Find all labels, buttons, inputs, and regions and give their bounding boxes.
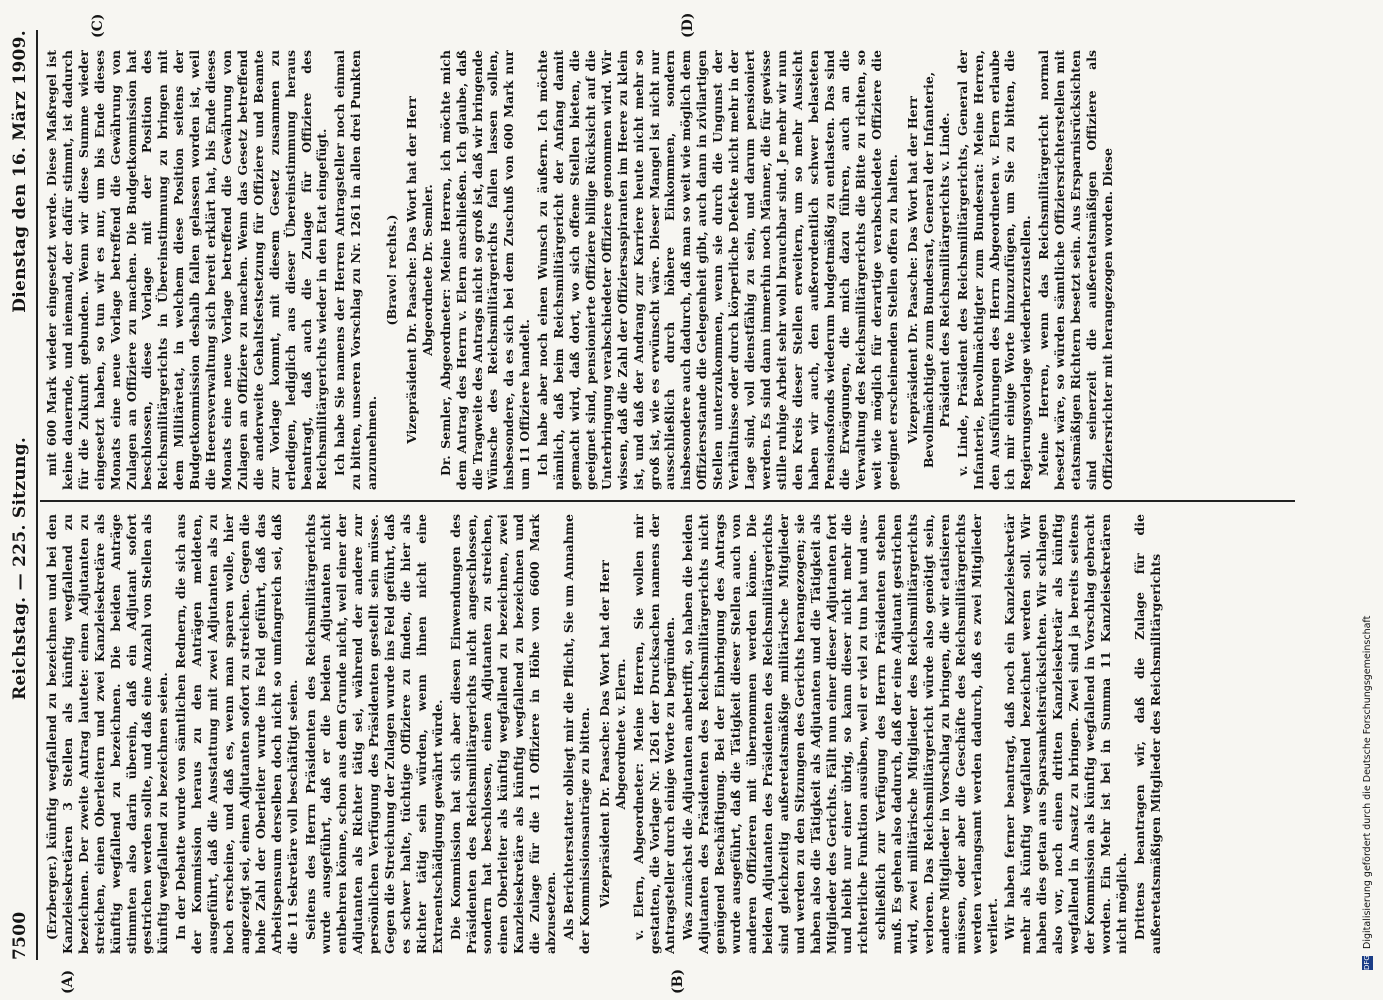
column-divider <box>40 500 1295 502</box>
paragraph: Wir haben ferner beantragt, daß noch ein Kanzleisekretär mehr als künftig wegfallend bezeichnet werden soll. Wir haben dies getan aus Sparsamkeitsrücksichten. Wir schlagen also vor, noch einen dritten Kanzleisekretär als künftig wegfallend in Ansatz zu bringen. Zwei sind ja bereits seitens der Kommission als künftig wegfallend in Vorschlag gebracht worden. Ein Mehr ist bei in Summa 11 Kanzleisekretären nicht möglich. <box>1002 514 1129 954</box>
speaker-intro: Vizepräsident Dr. Paasche: Das Wort hat der Herr Abgeordnete v. Elern. <box>596 560 628 908</box>
header-rule <box>36 30 38 960</box>
paragraph: v. Elern, Abgeordneter: Meine Herren, Sie wollen mir gestatten, die Vorlage Nr. 1261 der Drucksachen namens der Antragsteller durch einige Worte zu begründen. <box>630 514 678 954</box>
session-title: Reichstag. — 225. Sitzung. <box>10 436 30 700</box>
paragraph: In der Debatte wurde von sämtlichen Rednern, die sich aus der Kommission heraus zu den Anträgen meldeten, ausgeführt, daß die Ausstattung mit zwei Adjutanten als zu hoch erscheine, und daß es, wenn man sparen wolle, hier angezeigt sei, einen Adjutanten sofort zu streichen. Gegen die hohe Zahl der Oberleiter wurde ins Feld geführt, daß das Arbeitspensum derselben doch nicht so umfangreich sei, daß die 11 Sekretäre voll beschäftigt seien. <box>173 514 300 954</box>
paragraph: Ich habe Sie namens der Herren Antragsteller noch einmal zu bitten, unseren Vorschlag zu Nr. 1261 in allen drei Punkten anzunehmen. <box>332 50 380 490</box>
paragraph: Die Kommission hat sich aber diesen Einwendungen des Präsidenten des Reichsmilitärgerichts nicht angeschlossen, sondern hat beschlossen, einen Adjutanten zu streichen, einen Oberleiter als künftig wegfallend zu bezeichnen, zwei Kanzleisekretäre als künftig wegfallend zu bezeichnen und die Zulage für die 11 Offiziere in Höhe von 6600 Mark abzusetzen. <box>447 514 559 954</box>
session-date: Dienstag den 16. März 1909. <box>10 30 30 313</box>
paragraph: (Erzberger.) künftig wegfallend zu bezeichnen und bei den Kanzleisekretären 3 Stellen als künftig wegfallend zu bezeichnen. Der zweite Antrag lautete: einen Adjutanten zu streichen, einen Oberleitern und zwei Kanzleisekretäre als künftig wegfallend zu bezeichnen. Die beiden Anträge stimmten also darin überein, daß ein Adjutant sofort gestrichen werden sollte, und daß eine Anzahl von Stellen als künftig wegfallend zu bezeichnen seien. <box>44 514 171 954</box>
right-column <box>44 50 1299 490</box>
paragraph: Drittens beantragen wir, daß die Zulage für die außeretatsmäßigen Mitglieder des Reichsmilitärgerichts <box>1131 514 1163 954</box>
paragraph: schließlich zur Verfügung des Herrn Präsidenten stehen muß. Es gehen also dadurch, daß der eine Adjutant gestrichen wird, zwei militärische Mitglieder des Reichsmilitärgerichts verloren. Das Reichsmilitärgericht würde also genötigt sein, andere Mitglieder in Vorschlag zu bringen, die wir etatisieren müssen, oder aber die Geschäfte des Reichsmilitärgerichts werden verlangsamt werden dadurch, daß es zwei Mitglieder verliert. <box>873 514 1000 954</box>
applause-note: (Bravo! rechts.) <box>384 214 400 326</box>
speaker-intro: Vizepräsident Dr. Paasche: Das Wort hat der Herr Bevollmächtigte zum Bundesrat, General der Infanterie, Präsident des Reichsmilitärgerichts v. Linde. <box>905 71 952 469</box>
paragraph: v. Linde, Präsident des Reichsmilitärgerichts, General der Infanterie, Bevollmächtigter zum Bundesrat: Meine Herren, den Ausführungen des Herrn Abgeordneten v. Elern erlaube ich mir einige Worte hinzuzufügen, um Sie zu bitten, die Regierungsvorlage wiederherzustellen. <box>954 50 1034 490</box>
paragraph: Ich habe aber noch einen Wunsch zu äußern. Ich möchte nämlich, daß beim Reichsmilitärgericht der Anfang damit gemacht wird, daß dort, wo sich offene Stellen bieten, die geeignet sind, pensionierte Offiziere billige Rücksicht auf die Unterbringung verabschiedeter Offiziere genommen wird. Wir wissen, daß die Zahl der Offiziersaspiranten im Heere zu klein ist, und daß der Andrang zur Karriere heute nicht mehr so groß ist, wie es erwünscht wäre. Dieser Mangel ist nicht nur ausschließlich durch höhere Einkommen, sondern insbesondere auch dadurch, daß man so weit wie möglich dem Offiziersstande die Gelegenheit gibt, auch dann in zivilartigen Stellen unterzukommen, wenn sie durch die Ungunst der Verhältnisse oder durch körperliche Defekte nicht mehr in der Lage sind, voll dienstfähig zu sein, und darum pensioniert werden. Es sind dann immerhin noch Männer, die für gewisse stille ruhige Arbeit sehr wohl brauchbar sind. Je mehr wir nun den Kreis dieser Stellen erweitern, um so mehr Aussicht haben wir auch, den außerordentlich schwer belasteten Pensionsfonds wiederum budgetmäßig zu entlasten. Das sind die Erwägungen, die mich dazu führen, auch an die Verwaltung des Reichsmilitärgerichts die Bitte zu richten, so weit wie möglich für derartige verabschiedete Offiziere die geeignet erscheinenden Stellen offen zu halten. <box>535 50 901 490</box>
margin-marker-d: (D) <box>680 12 696 38</box>
page-number: 7500 <box>10 911 30 960</box>
paragraph: Seitens des Herrn Präsidenten des Reichsmilitärgerichts wurde ausgeführt, daß er die beiden Adjutanten nicht entbehren könne, schon aus dem Grunde nicht, weil einer der Adjutanten als Richter tätig sei, während der andere zur persönlichen Verfügung des Präsidenten gestellt sein müsse. Gegen die Streichung der Zulagen wurde ins Feld geführt, daß es schwer halte, tüchtige Offiziere zu finden, die hier als Richter tätig sein würden, wenn ihnen nicht eine Extraentschädigung gewährt würde. <box>302 514 445 954</box>
funding-footer <box>1362 616 1373 970</box>
margin-marker-a: (A) <box>60 969 76 994</box>
margin-marker-c: (C) <box>90 13 106 38</box>
speaker-intro: Vizepräsident Dr. Paasche: Das Wort hat der Herr Abgeordnete Dr. Semler. <box>403 96 435 444</box>
paragraph: Meine Herren, wenn das Reichsmilitärgericht normal besetzt wäre, so würden sämtliche Offiziersrichterstellen mit etatsmäßigen Richtern besetzt sein. Aus Ersparnisrücksichten sind seinerzeit die außeretatsmäßigen Offiziere als Offiziersrichter mit herangezogen worden. Diese <box>1036 50 1115 490</box>
page-header <box>10 30 36 960</box>
paragraph: Dr. Semler, Abgeordneter: Meine Herren, ich möchte mich dem Antrag des Herrn v. Elern anschließen. Ich glaube, daß die Tragweite des Antrags nicht so groß ist, daß wir bringende Wünsche des Reichsmilitärgerichts fallen lassen sollen, insbesondere, da es sich bei dem Zuschuß von 600 Mark nur um 11 Offiziere handelt. <box>437 50 533 490</box>
margin-marker-b: (B) <box>670 968 686 994</box>
left-column <box>44 514 1299 954</box>
paragraph: Als Berichterstatter obliegt mir die Pflicht, Sie um Annahme der Kommissionsanträge zu bitten. <box>561 514 592 954</box>
paragraph: mit 600 Mark wieder eingesetzt werde. Diese Maßregel ist keine dauernde, und niemand, der dafür stimmt, ist dadurch für die Zukunft gebunden. Wenn wir diese Summe wieder eingesetzt haben, so tun wir es nur, um bis Ende dieses Monats eine neue Vorlage betreffend die Gewährung von Zulagen an Offiziere zu machen. Die Budgetkommission hat beschlossen, diese Vorlage mit der Position des Reichsmilitärgerichts in Übereinstimmung zu bringen mit dem Militäretat, in welchem diese Position seitens der Budgetkommission deshalb fallen gelassen worden ist, weil die Heeresverwaltung sich bereit erklärt hat, bis Ende dieses Monats eine neue Vorlage betreffend die Gewährung von Zulagen an Offiziere zu machen. Wenn das Gesetz betreffend die anderweite Gehaltsfestsetzung für Offiziere und Beamte zur Vorlage kommt, mit diesem Gesetz zusammen zu erledigen, lediglich aus dieser Übereinstimmung heraus beantragt, daß auch die Zulage für Offiziere des Reichsmilitärgerichts wieder in den Etat eingefügt. <box>44 50 330 490</box>
funding-text: Digitalisierung gefördert durch die Deutsche Forschungsgemeinschaft <box>1362 615 1373 949</box>
dfg-logo: DFG <box>1363 955 1371 970</box>
paragraph: Was zunächst die Adjutanten anbetrifft, so haben die beiden Adjutanten des Präsidenten des Reichsmilitärgerichts nicht genügend Beschäftigung. Bei der Einbringung des Antrags wurde ausgeführt, daß die Tätigkeit dieser Stellen auch von anderen Offizieren mit übernommen werden könne. Die beiden Adjutanten des Präsidenten des Reichsmilitärgerichts sind gleichzeitig außeretatsmäßige militärische Mitglieder und werden zu den Sitzungen des Gerichts herangezogen; sie haben also die Tätigkeit als Adjutanten und die Tätigkeit als Mitglieder des Gerichts. Fällt nun einer dieser Adjutanten fort und bleibt nur einer übrig, so kann dieser nicht mehr die richterliche Funktion ausüben, weil er viel zu tun hat und aus- <box>680 514 871 954</box>
